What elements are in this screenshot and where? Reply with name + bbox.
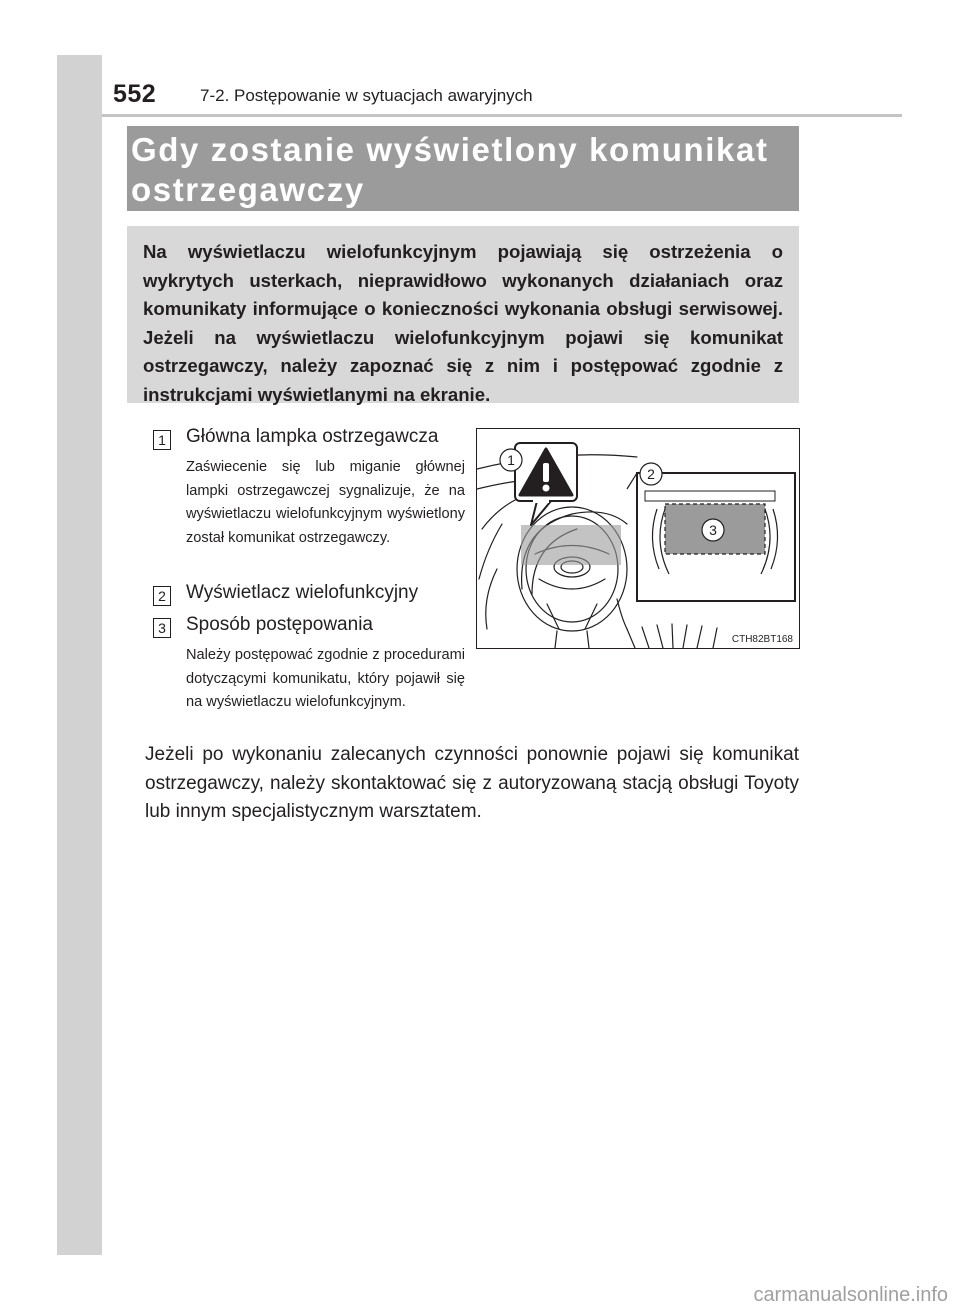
- callout-1: 1: [507, 452, 515, 468]
- item-2-title: Wyświetlacz wielofunkcyjny: [186, 582, 419, 603]
- intro-text: Na wyświetlaczu wielofunkcyjnym pojawiają się ostrzeżenia o wykrytych usterkach, nieprawidłowo wykonanych działaniach oraz komunikaty informujące o konieczności wykonania obsługi serwisowej. Jeżeli na wyświetlaczu wielofunkcyjnym pojawi się komunikat ostrzegawczy, należy zapoznać się z nim i postępować zgodnie z instrukcjami wyświetlanymi na ekranie.: [143, 241, 783, 405]
- section-title-line2: ostrzegawczy: [131, 171, 365, 208]
- item-2-number: 2: [153, 586, 171, 606]
- section-title-line1: Gdy zostanie wyświetlony komunikat: [131, 131, 769, 168]
- watermark: carmanualsonline.info: [753, 1284, 948, 1306]
- item-3-title: Sposób postępowania: [186, 614, 373, 635]
- callout-3: 3: [709, 522, 717, 538]
- section-title-box: [127, 126, 799, 211]
- callout-2: 2: [647, 466, 655, 482]
- intro-box: [127, 226, 799, 403]
- chapter-title: 7-2. Postępowanie w sytuacjach awaryjnych: [200, 86, 533, 105]
- item-3-number: 3: [153, 618, 171, 638]
- page-header: [102, 78, 902, 117]
- closing-text: Jeżeli po wykonaniu zalecanych czynności ponownie pojawi się komunikat ostrzegawczy, należy skontaktować się z autoryzowaną stacją obsługi Toyoty lub innym specjalistycznym warsztatem.: [145, 744, 799, 822]
- item-1-description: Zaświecenie się lub miganie głównej lampki ostrzegawczej sygnalizuje, że na wyświetlaczu wielofunkcyjnym wyświetlony został komunikat ostrzegawczy.: [186, 459, 465, 546]
- figure-code: CTH82BT168: [731, 634, 793, 645]
- side-strip: [57, 55, 102, 1255]
- dashboard-illustration: [476, 428, 800, 649]
- dashboard-drawing: [477, 429, 799, 648]
- item-1-number: 1: [153, 430, 171, 450]
- page-number: 552: [113, 80, 157, 108]
- item-3-description: Należy postępować zgodnie z procedurami dotyczącymi komunikatu, który pojawił się na wyświetlaczu wielofunkcyjnym.: [186, 647, 465, 710]
- item-1-title: Główna lampka ostrzegawcza: [186, 426, 439, 447]
